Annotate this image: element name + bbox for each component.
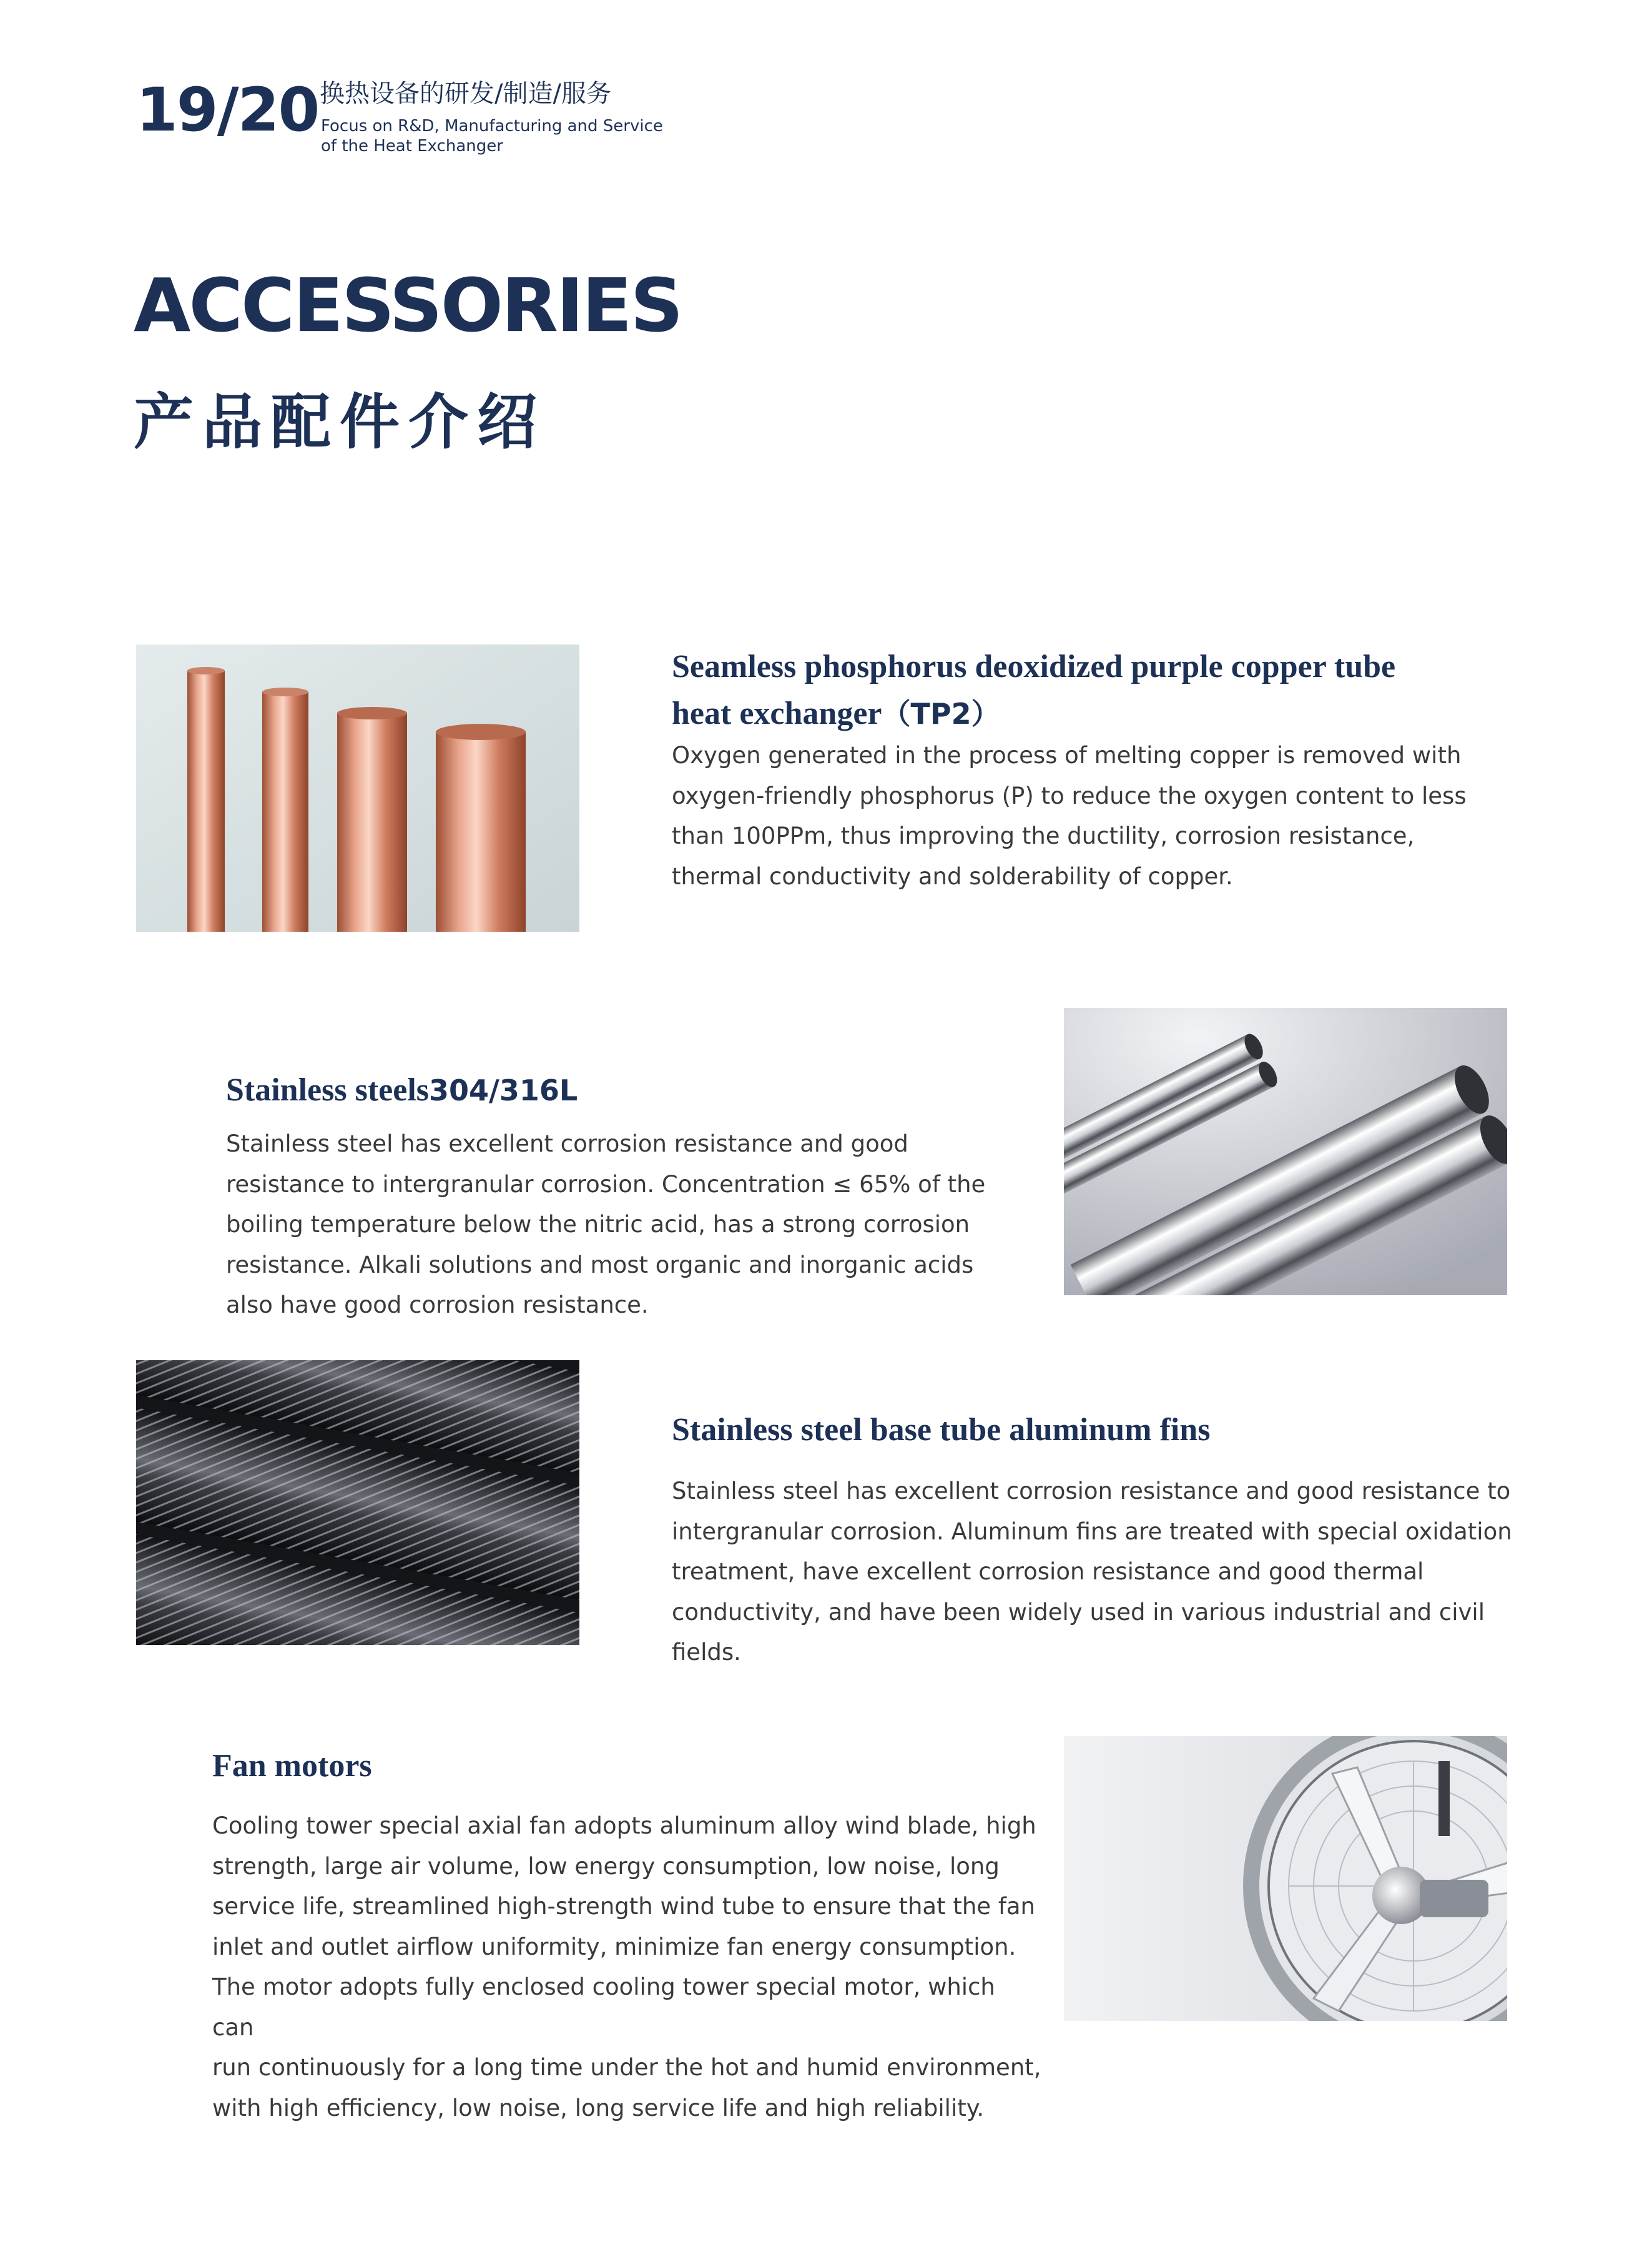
section-fins-title: Stainless steel base tube aluminum fins xyxy=(672,1412,1211,1448)
section-fins-body xyxy=(672,1471,1583,1673)
section-stainless-title xyxy=(226,1067,975,1114)
copper-tubes-photo xyxy=(136,644,579,932)
body-line: also have good corrosion resistance. xyxy=(226,1291,649,1318)
page-title: ACCESSORIES xyxy=(134,262,682,348)
body-line: intergranular corrosion. Aluminum fins are treated with special oxidation xyxy=(672,1518,1512,1545)
body-line: run continuously for a long time under the hot and humid environment, xyxy=(212,2054,1041,2081)
page-number: 19/20 xyxy=(136,75,319,145)
section-fan-title: Fan motors xyxy=(212,1748,372,1784)
fan-motor-photo xyxy=(1064,1736,1507,2021)
body-line: than 100PPm, thus improving the ductility, corrosion resistance, xyxy=(672,822,1415,849)
body-line: thermal conductivity and solderability of copper. xyxy=(672,862,1233,890)
section-copper-title-code: （TP2） xyxy=(882,697,1000,731)
english-tagline-line2: of the Heat Exchanger xyxy=(321,137,503,156)
page-subtitle-chinese: 产品配件介绍 xyxy=(134,387,546,457)
body-line: treatment, have excellent corrosion resistance and good thermal xyxy=(672,1558,1424,1585)
body-line: Oxygen generated in the process of melting copper is removed with xyxy=(672,742,1462,769)
body-line: Stainless steel has excellent corrosion resistance and good resistance to xyxy=(672,1478,1511,1504)
english-tagline xyxy=(321,116,708,156)
body-line: fields. xyxy=(672,1639,741,1666)
body-line: service life, streamlined high-strength wind tube to ensure that the fan xyxy=(212,1893,1035,1920)
body-line: Cooling tower special axial fan adopts aluminum alloy wind blade, high xyxy=(212,1812,1036,1839)
body-line: The motor adopts fully enclosed cooling tower special motor, which can xyxy=(212,1973,995,2041)
body-line: resistance. Alkali solutions and most organic and inorganic acids xyxy=(226,1251,974,1278)
section-copper-body xyxy=(672,736,1571,897)
body-line: oxygen-friendly phosphorus (P) to reduce the oxygen content to less xyxy=(672,782,1467,809)
body-line: strength, large air volume, low energy consumption, low noise, long xyxy=(212,1852,1000,1880)
section-stainless-body xyxy=(226,1124,1038,1326)
finned-tubes-photo xyxy=(136,1360,579,1645)
section-copper-title-line2 xyxy=(672,690,1546,738)
section-stainless-title-code: 304/316L xyxy=(429,1074,578,1107)
section-stainless-title-text: Stainless steels xyxy=(226,1072,429,1108)
body-line: boiling temperature below the nitric acid, has a strong corrosion xyxy=(226,1211,970,1238)
body-line: Stainless steel has excellent corrosion resistance and good xyxy=(226,1130,908,1157)
body-line: resistance to intergranular corrosion. Concentration ≤ 65% of the xyxy=(226,1170,986,1198)
body-line: inlet and outlet airflow uniformity, minimize fan energy consumption. xyxy=(212,1933,1016,1960)
section-copper-title-line1: Seamless phosphorus deoxidized purple copper tube xyxy=(672,649,1396,684)
body-line: with high efficiency, low noise, long service life and high reliability. xyxy=(212,2094,985,2121)
chinese-tagline: 换热设备的研发/制造/服务 xyxy=(320,79,611,108)
section-copper-title-line2-text: heat exchanger xyxy=(672,696,882,731)
section-fan-body xyxy=(212,1806,1043,2128)
english-tagline-line1: Focus on R&D, Manufacturing and Service xyxy=(321,117,663,136)
stainless-tubes-photo xyxy=(1064,1008,1507,1295)
section-copper-title xyxy=(672,643,1546,738)
body-line: conductivity, and have been widely used in various industrial and civil xyxy=(672,1598,1485,1626)
